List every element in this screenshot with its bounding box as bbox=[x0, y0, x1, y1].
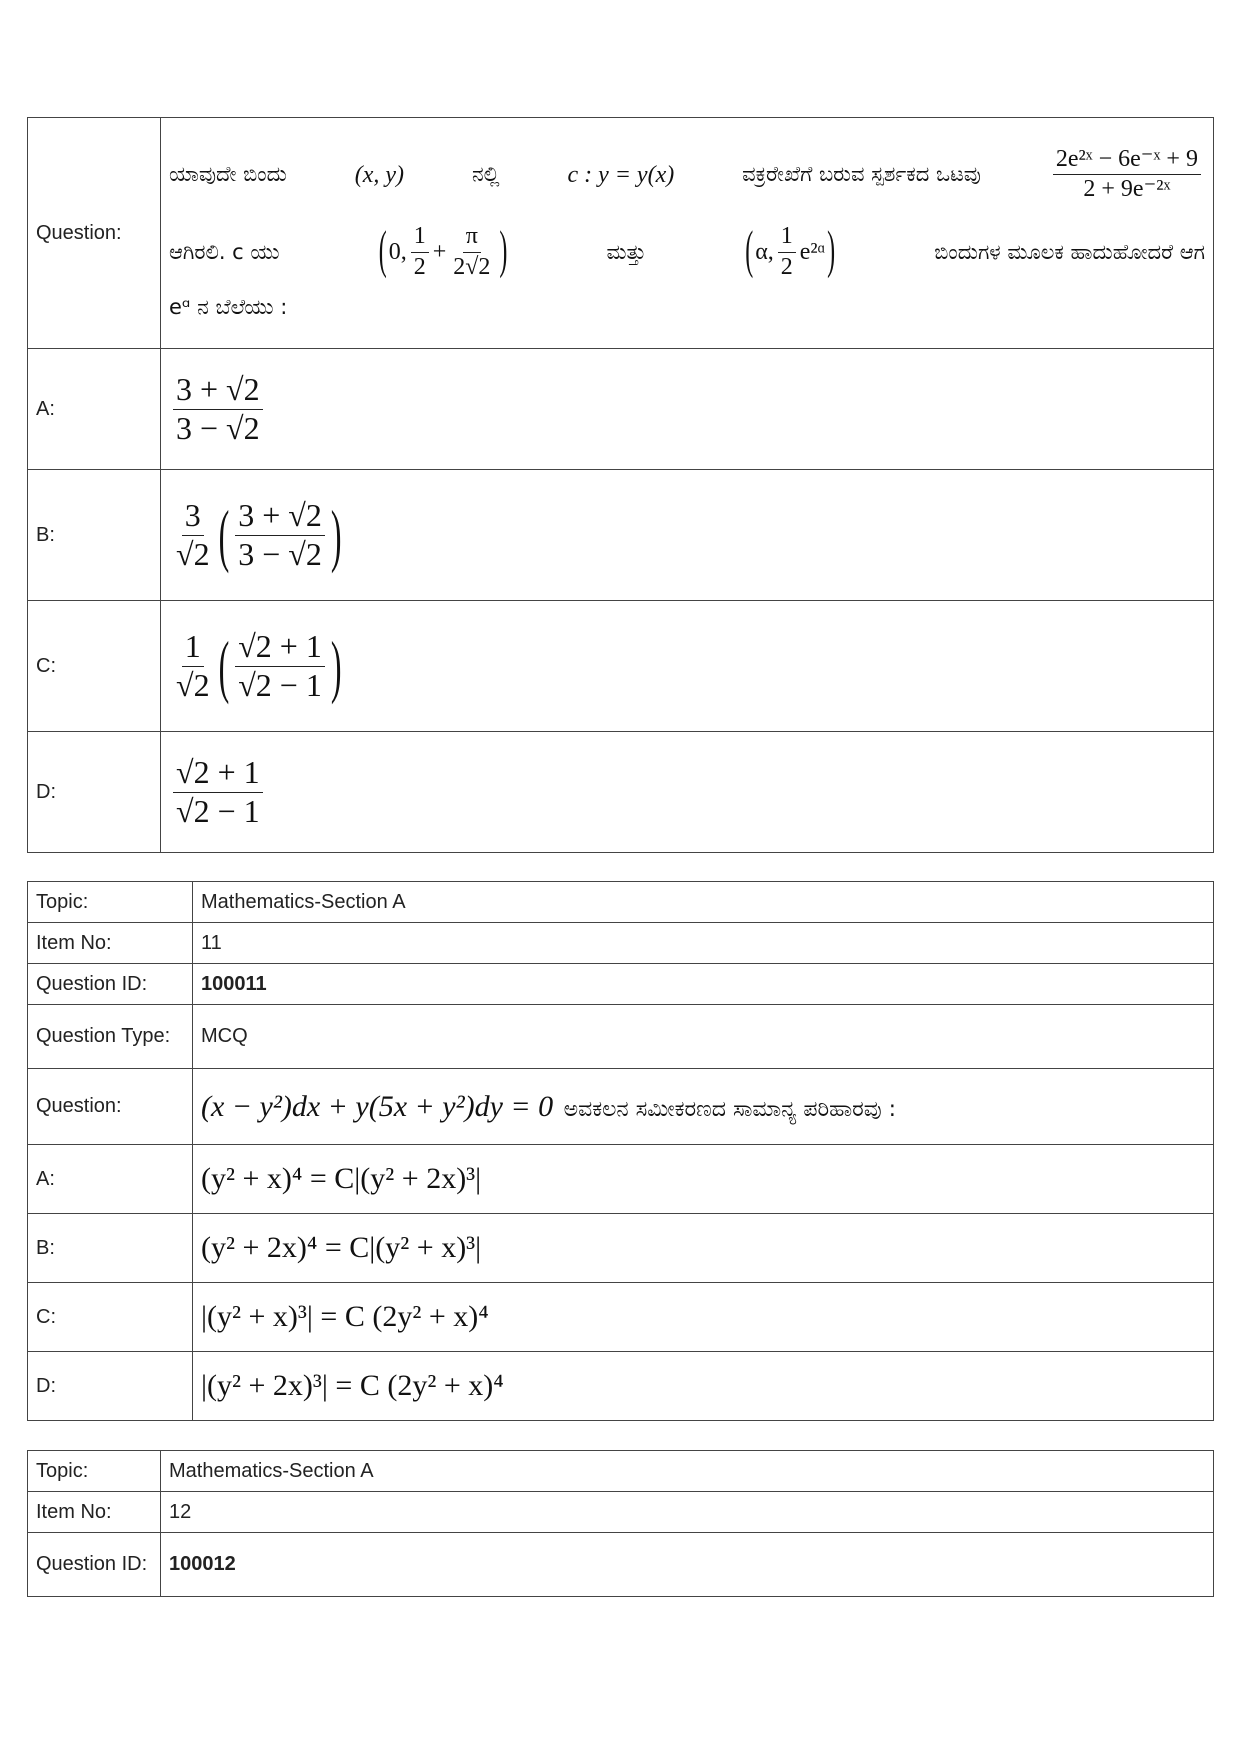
point-1-x: 0, bbox=[388, 238, 407, 265]
option-b-label: B: bbox=[28, 470, 161, 601]
q-text-4: ಆಗಿರಲಿ. c ಯು bbox=[169, 239, 280, 264]
question-description: ಅವಕಲನ ಸಮೀಕರಣದ ಸಾಮಾನ್ಯ ಪರಿಹಾರವು : bbox=[563, 1096, 897, 1122]
question-block-10 bbox=[27, 117, 1214, 853]
question-type-value: MCQ bbox=[193, 1005, 1214, 1069]
half2-num: 1 bbox=[778, 224, 796, 252]
slope-denominator: 2 + 9e⁻²ˣ bbox=[1083, 176, 1171, 203]
option-b-coef-num: 3 bbox=[182, 499, 204, 536]
q-text-2: ನಲ್ಲಿ bbox=[471, 162, 500, 187]
option-d-den: √2 − 1 bbox=[176, 792, 260, 829]
option-c[interactable] bbox=[193, 1283, 1214, 1352]
option-a-num: 3 + √2 bbox=[173, 373, 263, 410]
q-text-6: ಬಿಂದುಗಳ ಮೂಲಕ ಹಾದುಹೋದರೆ ಆಗ bbox=[934, 239, 1205, 264]
option-b[interactable] bbox=[193, 1214, 1214, 1283]
question-id-label: Question ID: bbox=[28, 964, 193, 1005]
q-text-1: ಯಾವುದೇ ಬಿಂದು bbox=[169, 162, 287, 187]
option-d[interactable] bbox=[161, 732, 1214, 853]
point-2: ( α, $\frac{1}{2}$ e²ᵅ ) bbox=[745, 223, 836, 281]
option-d-num: √2 + 1 bbox=[173, 756, 263, 793]
option-b-den: 3 − √2 bbox=[238, 535, 322, 572]
option-d-text: |(y² + 2x)³| = C (2y² + x)⁴ bbox=[201, 1369, 504, 1402]
question-label: Question: bbox=[28, 118, 161, 349]
item-no-label: Item No: bbox=[28, 1492, 161, 1533]
option-b-label: B: bbox=[28, 1214, 193, 1283]
option-d-label: D: bbox=[28, 1352, 193, 1421]
option-c-num: √2 + 1 bbox=[235, 630, 325, 667]
option-d-fraction bbox=[173, 753, 263, 829]
option-b-coef-den: √2 bbox=[176, 535, 210, 572]
point-1: ( 0, $\frac{1}{2}$ + $\frac{\pi}{2√2}$ ) bbox=[378, 223, 508, 281]
q-curve: c : y = y(x) bbox=[567, 161, 675, 188]
option-b-expr: $\frac{3}{√2}$ ( $\frac{3 + √2}{3 - √2}$ ) bbox=[169, 499, 343, 571]
plus-sign: + bbox=[432, 238, 447, 265]
pi-den: 2√2 bbox=[453, 253, 491, 280]
q-text-3: ವಕ್ರರೇಖೆಗೆ ಬರುವ ಸ್ಪರ್ಶಕದ ಒಟವು bbox=[742, 162, 981, 187]
item-no-value: 11 bbox=[193, 923, 1214, 964]
pi-num: π bbox=[463, 224, 481, 252]
option-a-label: A: bbox=[28, 1145, 193, 1214]
q-text-5: ಮತ್ತು bbox=[606, 239, 647, 264]
half-den: 2 bbox=[413, 253, 426, 280]
option-b-num: 3 + √2 bbox=[235, 499, 325, 536]
question-equation: (x − y²)dx + y(5x + y²)dy = 0 bbox=[201, 1089, 554, 1123]
option-a-text: (y² + x)⁴ = C|(y² + 2x)³| bbox=[201, 1162, 482, 1195]
option-b[interactable] bbox=[161, 470, 1214, 601]
option-c-expr: $\frac{1}{√2}$ ( $\frac{√2 + 1}{√2 - 1}$ ) bbox=[169, 630, 343, 702]
topic-value: Mathematics-Section A bbox=[193, 882, 1214, 923]
q-point: (x, y) bbox=[354, 161, 405, 188]
topic-label: Topic: bbox=[28, 1451, 161, 1492]
question-label: Question: bbox=[28, 1069, 193, 1145]
slope-fraction bbox=[1053, 147, 1201, 202]
question-text bbox=[161, 118, 1214, 349]
option-a-label: A: bbox=[28, 349, 161, 470]
option-c-text: |(y² + x)³| = C (2y² + x)⁴ bbox=[201, 1300, 489, 1333]
q-text-7: eᵅ ನ ಬೆಲೆಯು : bbox=[169, 294, 288, 319]
question-type-label: Question Type: bbox=[28, 1005, 193, 1069]
option-c-label: C: bbox=[28, 601, 161, 732]
slope-numerator: 2e²ˣ − 6e⁻ˣ + 9 bbox=[1053, 147, 1201, 175]
option-c[interactable] bbox=[161, 601, 1214, 732]
option-c-den: √2 − 1 bbox=[238, 666, 322, 703]
question-text bbox=[193, 1069, 1214, 1145]
half2-den: 2 bbox=[780, 253, 793, 280]
option-a[interactable] bbox=[161, 349, 1214, 470]
option-d[interactable] bbox=[193, 1352, 1214, 1421]
point-2-y: e²ᵅ bbox=[799, 238, 826, 265]
item-no-value: 12 bbox=[161, 1492, 1214, 1533]
option-a[interactable] bbox=[193, 1145, 1214, 1214]
option-c-label: C: bbox=[28, 1283, 193, 1352]
point-2-x: α, bbox=[755, 238, 774, 265]
topic-value: Mathematics-Section A bbox=[161, 1451, 1214, 1492]
option-b-text: (y² + 2x)⁴ = C|(y² + x)³| bbox=[201, 1231, 482, 1264]
topic-label: Topic: bbox=[28, 882, 193, 923]
option-a-fraction bbox=[173, 370, 263, 446]
option-c-coef-num: 1 bbox=[182, 630, 204, 667]
question-block-11 bbox=[27, 881, 1214, 1421]
question-block-12 bbox=[27, 1450, 1214, 1597]
option-a-den: 3 − √2 bbox=[176, 409, 260, 446]
option-c-coef-den: √2 bbox=[176, 666, 210, 703]
option-d-label: D: bbox=[28, 732, 161, 853]
item-no-label: Item No: bbox=[28, 923, 193, 964]
question-id-value: 100011 bbox=[193, 964, 1214, 1005]
half-num: 1 bbox=[411, 224, 429, 252]
question-id-label: Question ID: bbox=[28, 1533, 161, 1597]
question-id-value: 100012 bbox=[161, 1533, 1214, 1597]
